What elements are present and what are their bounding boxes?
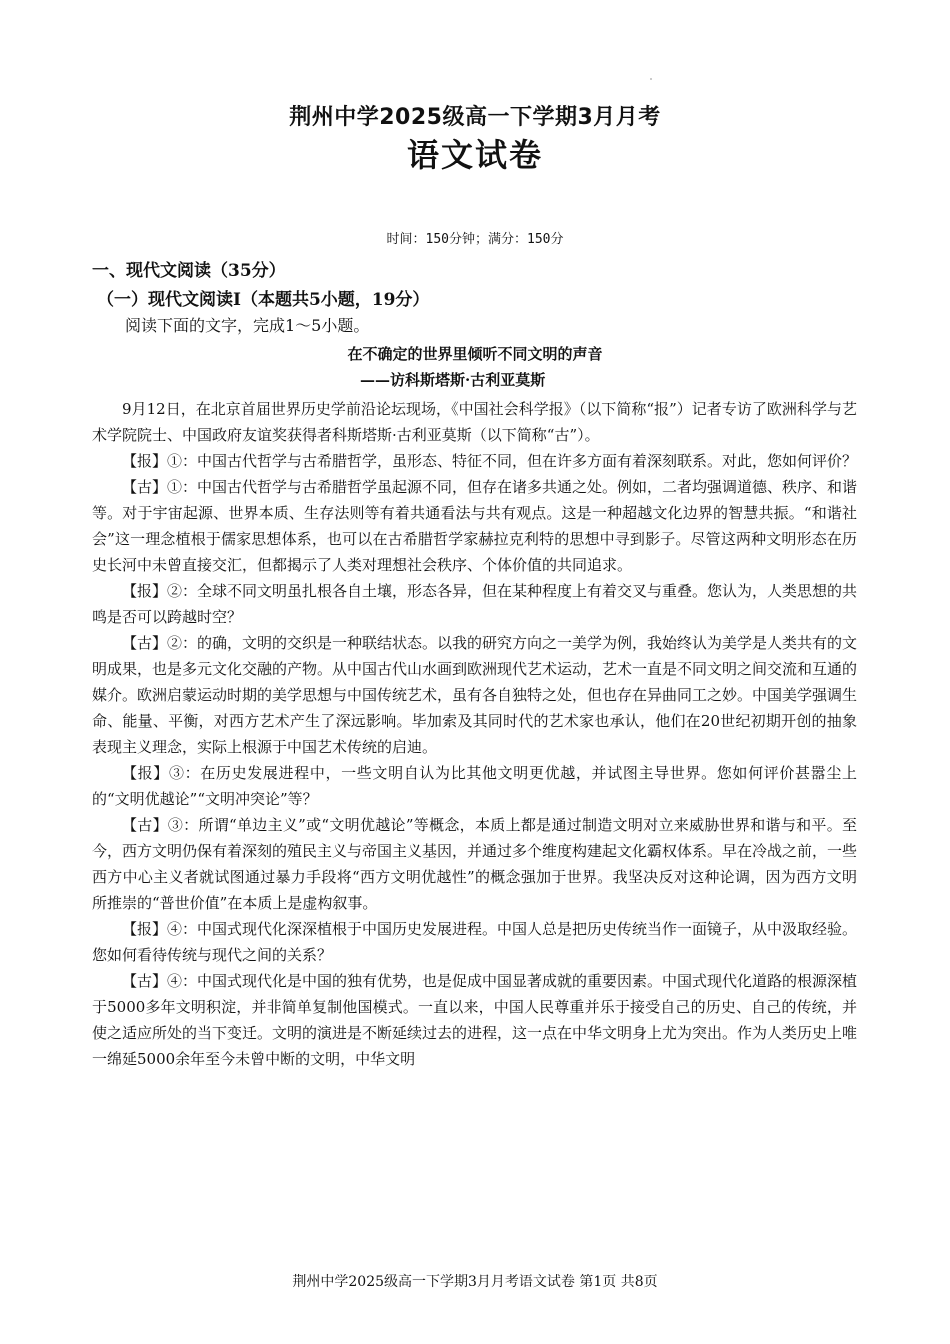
paragraph-question-1: 【报】①：中国古代哲学与古希腊哲学，虽形态、特征不同，但在许多方面有着深刻联系。对此，您如何评价？ xyxy=(122,452,858,470)
paragraph-question-2: 【报】②：全球不同文明虽扎根各自土壤，形态各异，但在某种程度上有着交叉与重叠。您认为，人类思想的共鸣是否可以跨越时空？ xyxy=(92,582,858,626)
section-heading: 一、现代文阅读（35分） xyxy=(92,261,286,281)
exam-info: 时间：150分钟；满分：150分 xyxy=(386,232,564,247)
paragraph-answer-1: 【古】①：中国古代哲学与古希腊哲学虽起源不同，但存在诸多共通之处。例如，二者均强调道德、秩序、和谐等。对于宇宙起源、世界本质、生存法则等有着共通看法与共有观点。这是一种超越文化边界的智慧共振。“和谐社会”这一理念植根于儒家思想体系，也可以在古希腊哲学家赫拉克利特的思想中寻到影子。尽管这两种文明形态在历史长河中未曾直接交汇，但都揭示了人类对理想社会秩序、个体价值的共同追求。 xyxy=(92,478,858,574)
exam-title: 荆州中学2025级高一下学期3月月考 xyxy=(289,105,661,130)
paragraph-answer-3: 【古】③：所谓“单边主义”或“文明优越论”等概念，本质上都是通过制造文明对立来威胁世界和谐与和平。至今，西方文明仍保有着深刻的殖民主义与帝国主义基因，并通过多个维度构建起文化霸权体系。早在冷战之前，一些西方中心主义者就试图通过暴力手段将“西方文明优越性”的概念强加于世界。我坚决反对这种论调，因为西方文明所推崇的“普世价值”在本质上是虚构叙事。 xyxy=(92,816,858,912)
article-subtitle: ——访科斯塔斯·古利亚莫斯 xyxy=(360,371,546,389)
paragraph-answer-2: 【古】②：的确，文明的交织是一种联结状态。以我的研究方向之一美学为例，我始终认为美学是人类共有的文明成果，也是多元文化交融的产物。从中国古代山水画到欧洲现代艺术运动，艺术一直是不同文明之间交流和互通的媒介。欧洲启蒙运动时期的美学思想与中国传统艺术，虽有各自独特之处，但也存在异曲同工之妙。中国美学强调生命、能量、平衡，对西方艺术产生了深远影响。毕加索及其同时代的艺术家也承认，他们在20世纪初期开创的抽象表现主义理念，实际上根源于中国艺术传统的启迪。 xyxy=(92,634,858,756)
paragraph-question-4: 【报】④：中国式现代化深深植根于中国历史发展进程。中国人总是把历史传统当作一面镜子，从中汲取经验。您如何看待传统与现代之间的关系？ xyxy=(92,920,858,964)
paragraph-answer-4: 【古】④：中国式现代化是中国的独有优势，也是促成中国显著成就的重要因素。中国式现代化道路的根源深植于5000多年文明积淀，并非简单复制他国模式。一直以来，中国人民尊重并乐于接受自己的历史、自己的传统，并使之适应所处的当下变迁。文明的演进是不断延续过去的进程，这一点在中华文明身上尤为突出。作为人类历史上唯一绵延5000余年至今未曾中断的文明，中华文明 xyxy=(92,972,858,1068)
page-footer: 荆州中学2025级高一下学期3月月考语文试卷 第1页 共8页 xyxy=(292,1274,658,1290)
subject-title: 语文试卷 xyxy=(406,136,543,174)
article-body xyxy=(92,396,857,1072)
article-title: 在不确定的世界里倾听不同文明的声音 xyxy=(347,345,603,363)
paragraph-intro: 9月12日，在北京首届世界历史学前沿论坛现场，《中国社会科学报》（以下简称“报”）记者专访了欧洲科学与艺术学院院士、中国政府友谊奖获得者科斯塔斯·古利亚莫斯（以下简称“古”）。 xyxy=(92,400,857,444)
subsection-heading: （一）现代文阅读I（本题共5小题，19分） xyxy=(97,290,430,310)
instruction-text: 阅读下面的文字，完成1～5小题。 xyxy=(125,316,370,335)
scan-speck xyxy=(650,78,652,80)
paragraph-question-3: 【报】③：在历史发展进程中，一些文明自认为比其他文明更优越，并试图主导世界。您如何评价甚嚣尘上的“文明优越论”“文明冲突论”等？ xyxy=(92,764,857,808)
